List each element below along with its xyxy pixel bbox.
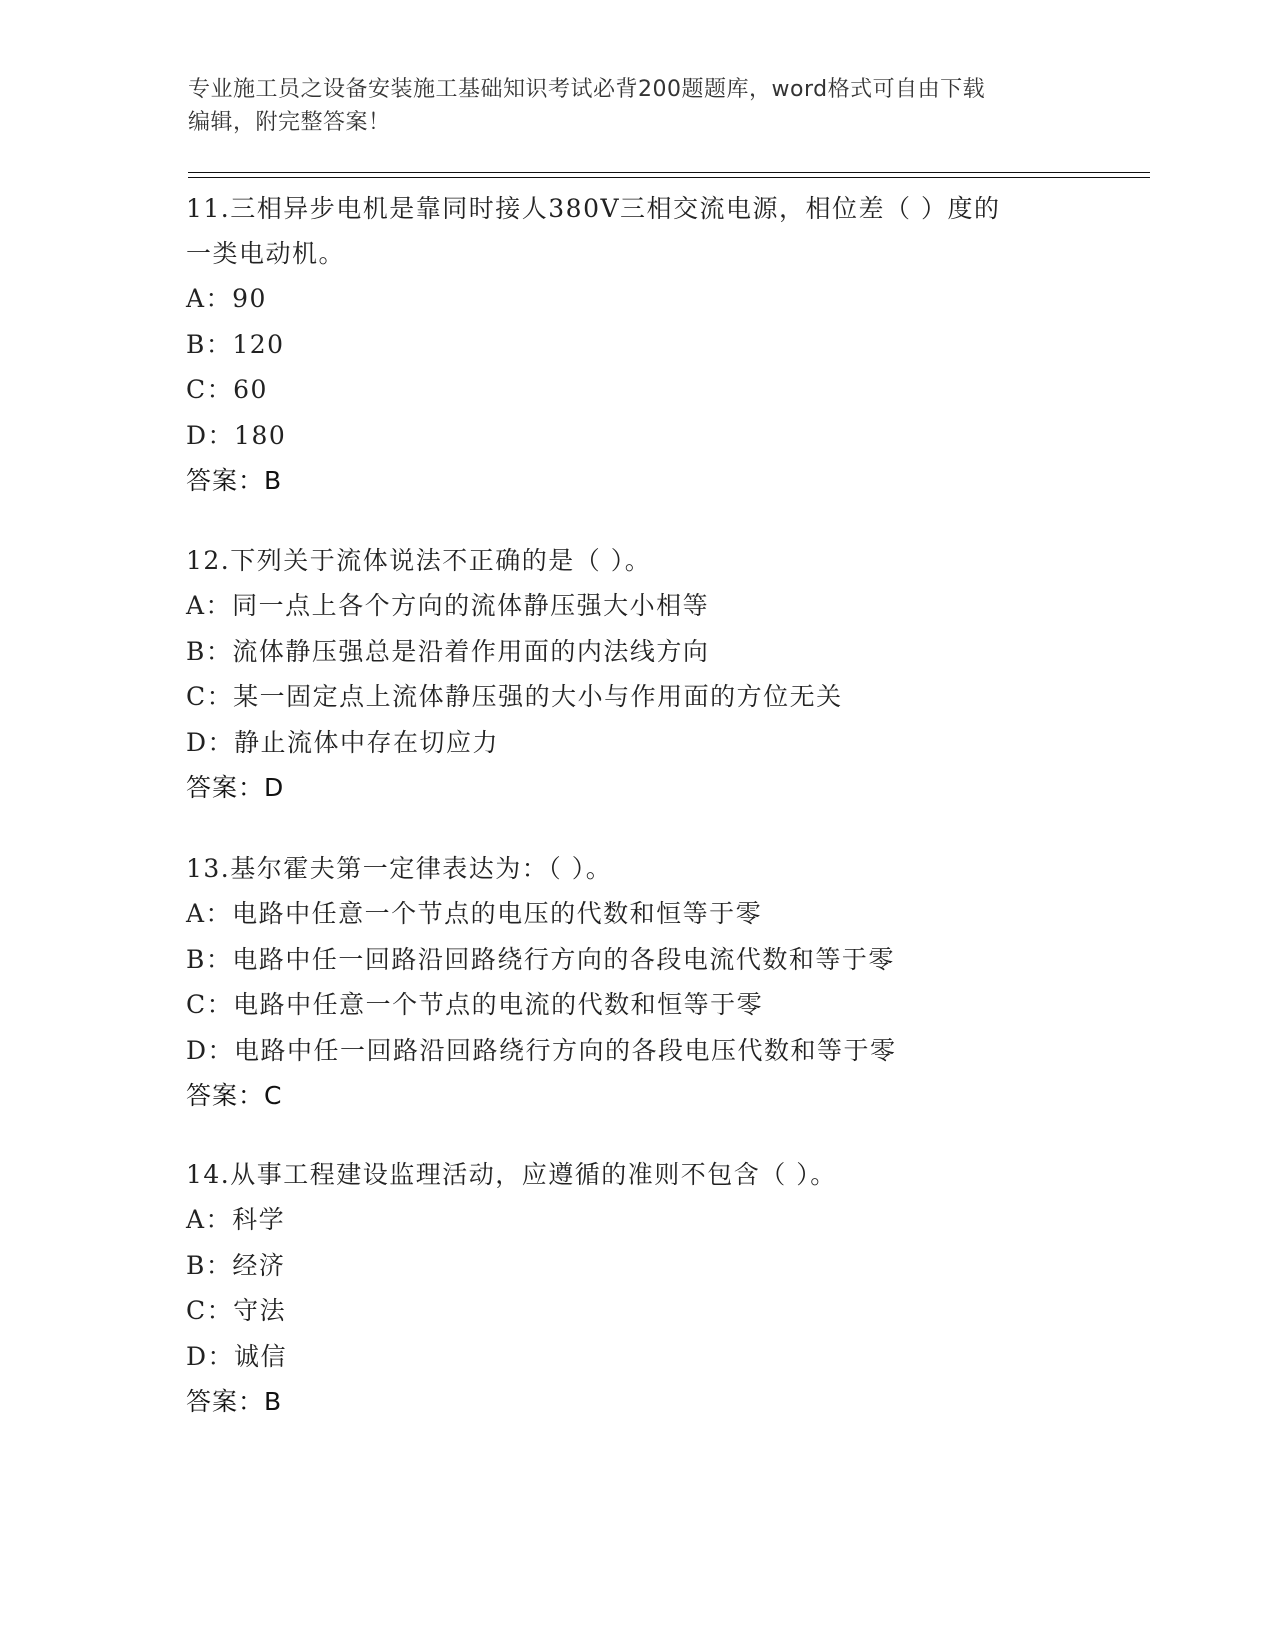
option-c (186, 367, 1086, 413)
question-13 (186, 846, 1086, 1119)
option-key: B： (186, 329, 233, 359)
header-rule-bottom (188, 177, 1150, 178)
option-b (186, 1243, 1086, 1289)
option-key: A： (186, 284, 233, 313)
answer: 答案：B (186, 466, 283, 495)
option-text: 诚信 (234, 1341, 288, 1371)
option-text: 180 (234, 420, 287, 450)
option-key: D： (186, 1035, 235, 1065)
question-14 (186, 1152, 1086, 1425)
option-key: D： (186, 420, 235, 450)
header-line-1: 专业施工员之设备安装施工基础知识考试必背200题题库，word格式可自由下载 (188, 77, 986, 102)
option-key: C： (186, 1296, 234, 1325)
question-stem: 14.从事工程建设监理活动，应遵循的准则不包含（ ）。 (186, 1160, 837, 1189)
option-text: 某一固定点上流体静压强的大小与作用面的方位无关 (233, 682, 843, 711)
option-text: 流体静压强总是沿着作用面的内法线方向 (232, 636, 710, 666)
option-text: 电路中任意一个节点的电压的代数和恒等于零 (232, 899, 763, 928)
option-key: A： (186, 1205, 233, 1234)
question-stem-continued: 一类电动机。 (186, 239, 346, 268)
option-a (186, 891, 1086, 937)
option-key: C： (186, 682, 234, 711)
document-header (188, 73, 1088, 139)
option-key: A： (186, 899, 233, 928)
question-12 (186, 538, 1086, 811)
option-b (186, 629, 1086, 675)
option-key: D： (186, 727, 235, 757)
option-b (186, 937, 1086, 983)
option-text: 守法 (233, 1296, 287, 1325)
option-d (186, 413, 1086, 459)
question-11 (186, 186, 1086, 504)
option-key: D： (186, 1341, 235, 1371)
question-stem: 12.下列关于流体说法不正确的是（ ）。 (186, 546, 652, 575)
option-b (186, 322, 1086, 368)
option-a (186, 1197, 1086, 1243)
answer: 答案：B (186, 1387, 283, 1416)
option-text: 电路中任意一个节点的电流的代数和恒等于零 (233, 990, 764, 1019)
option-text: 静止流体中存在切应力 (234, 727, 500, 757)
question-stem: 13.基尔霍夫第一定律表达为：（ ）。 (186, 854, 613, 883)
option-a (186, 583, 1086, 629)
option-text: 科学 (232, 1205, 286, 1234)
answer: 答案：C (186, 1081, 283, 1110)
option-a (186, 276, 1086, 322)
option-text: 90 (232, 284, 267, 313)
option-key: C： (186, 990, 234, 1019)
header-line-2: 编辑，附完整答案！ (188, 110, 391, 135)
question-stem: 11.三相异步电机是靠同时接人380V三相交流电源，相位差（ ）度的 (186, 194, 1001, 223)
option-key: B： (186, 636, 233, 666)
option-key: B： (186, 1250, 233, 1280)
option-d (186, 1028, 1086, 1074)
option-text: 电路中任一回路沿回路绕行方向的各段电压代数和等于零 (234, 1035, 897, 1065)
option-key: A： (186, 591, 233, 620)
option-d (186, 1334, 1086, 1380)
answer: 答案：D (186, 773, 285, 802)
option-text: 同一点上各个方向的流体静压强大小相等 (232, 591, 710, 620)
option-c (186, 674, 1086, 720)
header-rule-top (188, 172, 1150, 173)
option-text: 60 (233, 375, 268, 404)
option-c (186, 982, 1086, 1028)
option-d (186, 720, 1086, 766)
option-key: B： (186, 944, 233, 974)
option-text: 经济 (232, 1250, 286, 1280)
option-text: 120 (232, 329, 285, 359)
option-c (186, 1288, 1086, 1334)
option-key: C： (186, 375, 234, 404)
option-text: 电路中任一回路沿回路绕行方向的各段电流代数和等于零 (232, 944, 895, 974)
